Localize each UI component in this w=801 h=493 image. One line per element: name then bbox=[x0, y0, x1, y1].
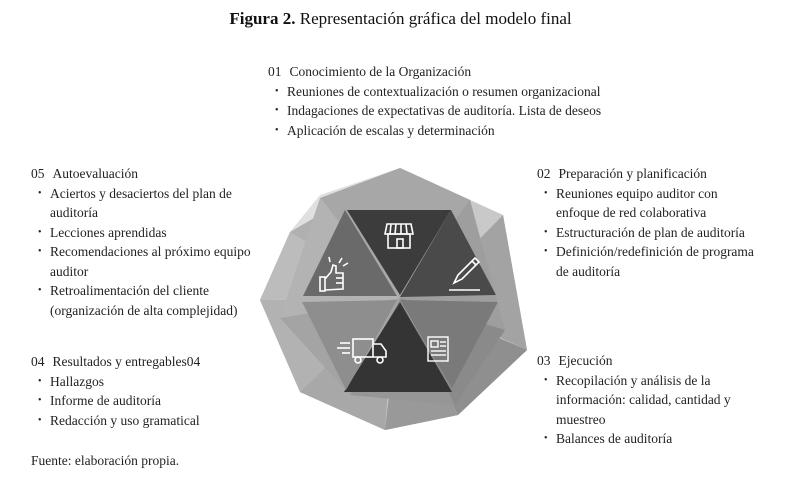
section-01-conocimiento bbox=[268, 62, 608, 140]
model-diagram bbox=[243, 159, 533, 434]
source-note: Fuente: elaboración propia. bbox=[31, 453, 180, 468]
list-item: • Balances de auditoría bbox=[537, 429, 777, 449]
list-item: • Recopilación y análisis de la información: calidad, cantidad y muestreo bbox=[537, 371, 777, 430]
list-item: • Estructuración de plan de auditoría bbox=[537, 223, 762, 243]
section-title: Resultados y entregables04 bbox=[52, 354, 201, 369]
section-heading bbox=[537, 351, 777, 371]
section-list bbox=[31, 372, 251, 431]
section-list bbox=[537, 184, 762, 282]
section-number: 04 bbox=[31, 354, 45, 369]
section-list bbox=[31, 184, 251, 321]
section-title: Conocimiento de la Organización bbox=[289, 64, 472, 79]
section-number: 02 bbox=[537, 166, 551, 181]
figure-label: Figura 2. bbox=[229, 9, 296, 28]
list-item: • Redacción y uso gramatical bbox=[31, 411, 251, 431]
section-number: 03 bbox=[537, 353, 551, 368]
section-02-preparacion bbox=[537, 164, 762, 281]
section-03-ejecucion bbox=[537, 351, 777, 449]
section-title: Ejecución bbox=[558, 353, 613, 368]
list-item: • Reuniones de contextualización o resumen organizacional bbox=[268, 82, 608, 102]
section-list bbox=[537, 371, 777, 449]
list-item: • Recomendaciones al próximo equipo auditor bbox=[31, 242, 251, 281]
list-item: • Retroalimentación del cliente (organización de alta complejidad) bbox=[31, 281, 251, 320]
section-heading bbox=[268, 62, 608, 82]
list-item: • Hallazgos bbox=[31, 372, 251, 392]
list-item: • Aciertos y desaciertos del plan de auditoría bbox=[31, 184, 251, 223]
list-item: • Indagaciones de expectativas de auditoría. Lista de deseos bbox=[268, 101, 608, 121]
section-list bbox=[268, 82, 608, 141]
section-number: 01 bbox=[268, 64, 282, 79]
figure-caption: Representación gráfica del modelo final bbox=[299, 9, 572, 28]
figure-title bbox=[0, 9, 801, 29]
list-item: • Aplicación de escalas y determinación bbox=[268, 121, 608, 141]
section-heading bbox=[31, 164, 251, 184]
section-heading bbox=[537, 164, 762, 184]
list-item: • Reuniones equipo auditor con enfoque de red colaborativa bbox=[537, 184, 762, 223]
section-heading bbox=[31, 352, 251, 372]
section-04-resultados bbox=[31, 352, 251, 430]
list-item: • Definición/redefinición de programa de auditoría bbox=[537, 242, 762, 281]
section-05-autoevaluacion bbox=[31, 164, 251, 320]
section-title: Preparación y planificación bbox=[558, 166, 707, 181]
section-title: Autoevaluación bbox=[52, 166, 138, 181]
list-item: • Lecciones aprendidas bbox=[31, 223, 251, 243]
list-item: • Informe de auditoría bbox=[31, 391, 251, 411]
section-number: 05 bbox=[31, 166, 45, 181]
